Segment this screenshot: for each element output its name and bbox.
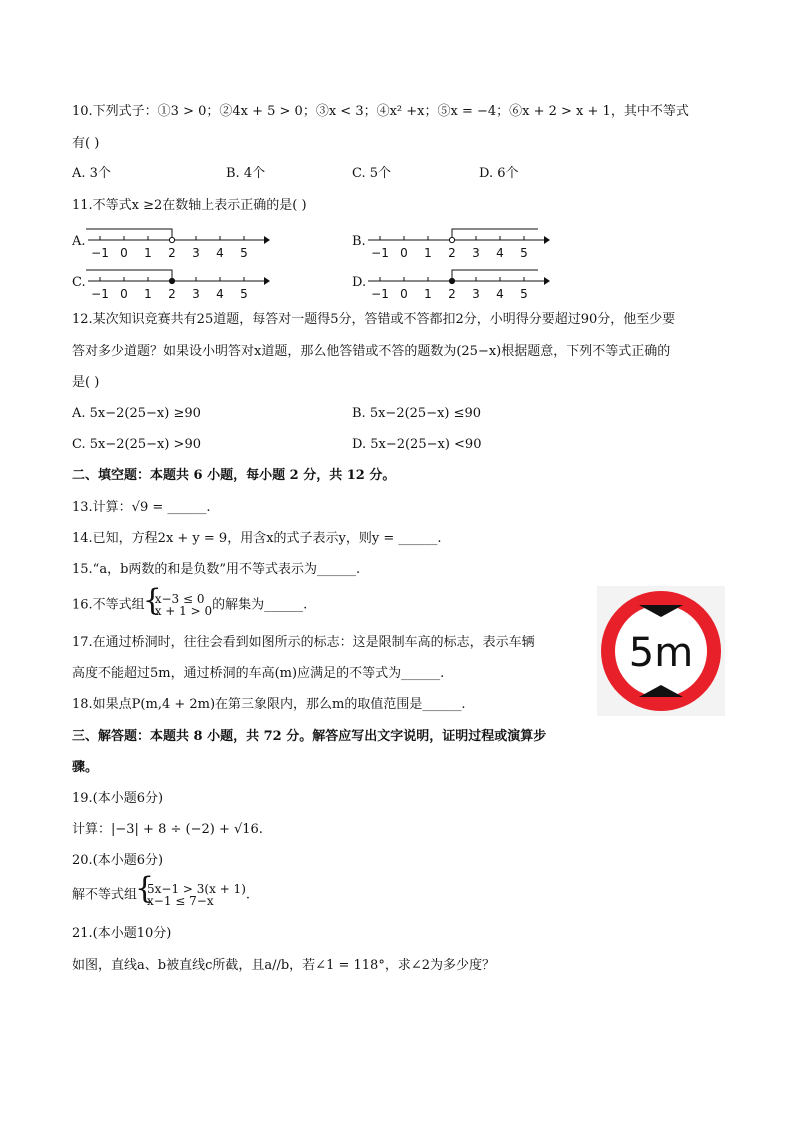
q14: 14.已知，方程2x + y = 9，用含x的式子表示y，则y = ______.	[72, 531, 442, 546]
q21-body: 如图，直线a、b被直线c所截，且a//b，若∠1 = 118°，求∠2为多少度？	[72, 958, 495, 973]
svg-text:0: 0	[120, 287, 128, 301]
height-limit-sign	[597, 586, 725, 716]
q20-suffix: .	[245, 887, 251, 903]
svg-text:5: 5	[520, 246, 528, 260]
q20-system	[137, 878, 246, 912]
q19-head: 19.(本小题6分)	[72, 791, 164, 806]
q17-line1: 17.在通过桥洞时，往往会看到如图所示的标志：这是限制车高的标志，表示车辆	[72, 635, 535, 650]
number-line-b	[366, 224, 551, 264]
number-line-c	[86, 265, 271, 305]
q17-line2: 高度不能超过5m，通过桥洞的车高(m)应满足的不等式为______.	[72, 666, 445, 681]
svg-text:4: 4	[496, 287, 504, 301]
q16	[72, 590, 307, 621]
svg-text:5: 5	[240, 287, 248, 301]
q16-row1: { x−3 ≤ 0	[154, 591, 205, 606]
svg-text:3: 3	[192, 287, 200, 301]
q12-option-b: B. 5x−2(25−x) ≤90	[352, 406, 482, 421]
sign-text: 5m	[628, 630, 694, 676]
svg-text:2: 2	[448, 246, 456, 260]
q20-body	[72, 878, 250, 913]
svg-text:0: 0	[400, 287, 408, 301]
svg-text:−1: −1	[91, 246, 109, 260]
svg-text:4: 4	[216, 246, 224, 260]
svg-text:1: 1	[144, 246, 152, 260]
q12-option-a: A. 5x−2(25−x) ≥90	[72, 406, 201, 421]
svg-text:1: 1	[424, 287, 432, 301]
q12-option-d: D. 5x−2(25−x) <90	[352, 437, 482, 452]
q12-line1: 12.某次知识竞赛共有25道题，每答对一题得5分，答错或不答都扣2分，小明得分要超过90分，他至少要	[72, 312, 676, 327]
q10-option-c: C. 5个	[352, 166, 392, 181]
section-3-heading-line2: 骤。	[72, 760, 99, 775]
q10-line1: 10.下列式子：①3 > 0；②4x + 5 > 0；③x < 3；④x² +x；⑤x = −4；⑥x + 2 > x + 1，其中不等式	[72, 104, 689, 119]
q12-line2: 答对多少道题？如果设小明答对x道题，那么他答错或不答的题数为(25−x)根据题意，下列不等式正确的	[72, 344, 671, 359]
number-line-a	[86, 224, 271, 264]
q11-label-a: A.	[72, 234, 86, 249]
svg-text:1: 1	[144, 287, 152, 301]
svg-text:−1: −1	[91, 287, 109, 301]
svg-text:5: 5	[520, 287, 528, 301]
svg-text:0: 0	[120, 246, 128, 260]
svg-text:5: 5	[240, 246, 248, 260]
svg-text:2: 2	[448, 287, 456, 301]
q10-line2: 有( )	[72, 136, 100, 151]
q12-option-c: C. 5x−2(25−x) >90	[72, 437, 201, 452]
svg-text:4: 4	[216, 287, 224, 301]
q16-prefix: 16.不等式组	[72, 597, 145, 613]
q18: 18.如果点P(m,4 + 2m)在第三象限内，那么m的取值范围是______.	[72, 697, 466, 712]
q10-option-a: A. 3个	[72, 166, 111, 181]
svg-text:4: 4	[496, 246, 504, 260]
q11-label-c: C.	[72, 275, 86, 290]
q11-label-d: D.	[352, 275, 367, 290]
q21-head: 21.(本小题10分)	[72, 926, 172, 941]
q20-row1: { 5x−1 > 3(x + 1)	[147, 881, 246, 896]
section-3-heading-line1: 三、解答题：本题共 8 小题，共 72 分。解答应写出文字说明，证明过程或演算步	[72, 729, 547, 744]
q13: 13.计算：√9 = ______.	[72, 500, 211, 515]
svg-text:3: 3	[472, 246, 480, 260]
q16-suffix: 的解集为______.	[212, 597, 308, 613]
q10-option-d: D. 6个	[479, 166, 519, 181]
section-2-heading: 二、填空题：本题共 6 小题，每小题 2 分，共 12 分。	[72, 468, 396, 483]
q20-head: 20.(本小题6分)	[72, 853, 164, 868]
number-line-d	[366, 265, 551, 305]
svg-text:−1: −1	[371, 246, 389, 260]
q15: 15.“a，b两数的和是负数”用不等式表示为______.	[72, 562, 361, 577]
svg-text:−1: −1	[371, 287, 389, 301]
svg-text:1: 1	[424, 246, 432, 260]
q11-stem: 11.不等式x ≥2在数轴上表示正确的是( )	[72, 198, 307, 213]
q16-row2: x + 1 > 0	[154, 603, 213, 618]
q10-option-b: B. 4个	[226, 166, 266, 181]
q16-system	[145, 590, 212, 620]
svg-text:3: 3	[472, 287, 480, 301]
q11-label-b: B.	[352, 234, 366, 249]
q20-row2: x−1 ≤ 7−x	[147, 893, 214, 908]
q19-body: 计算：|−3| + 8 ÷ (−2) + √16.	[72, 822, 263, 837]
q20-prefix: 解不等式组	[72, 887, 138, 903]
svg-text:2: 2	[168, 287, 176, 301]
svg-text:0: 0	[400, 246, 408, 260]
svg-text:2: 2	[168, 246, 176, 260]
svg-text:3: 3	[192, 246, 200, 260]
q12-line3: 是( )	[72, 375, 100, 390]
